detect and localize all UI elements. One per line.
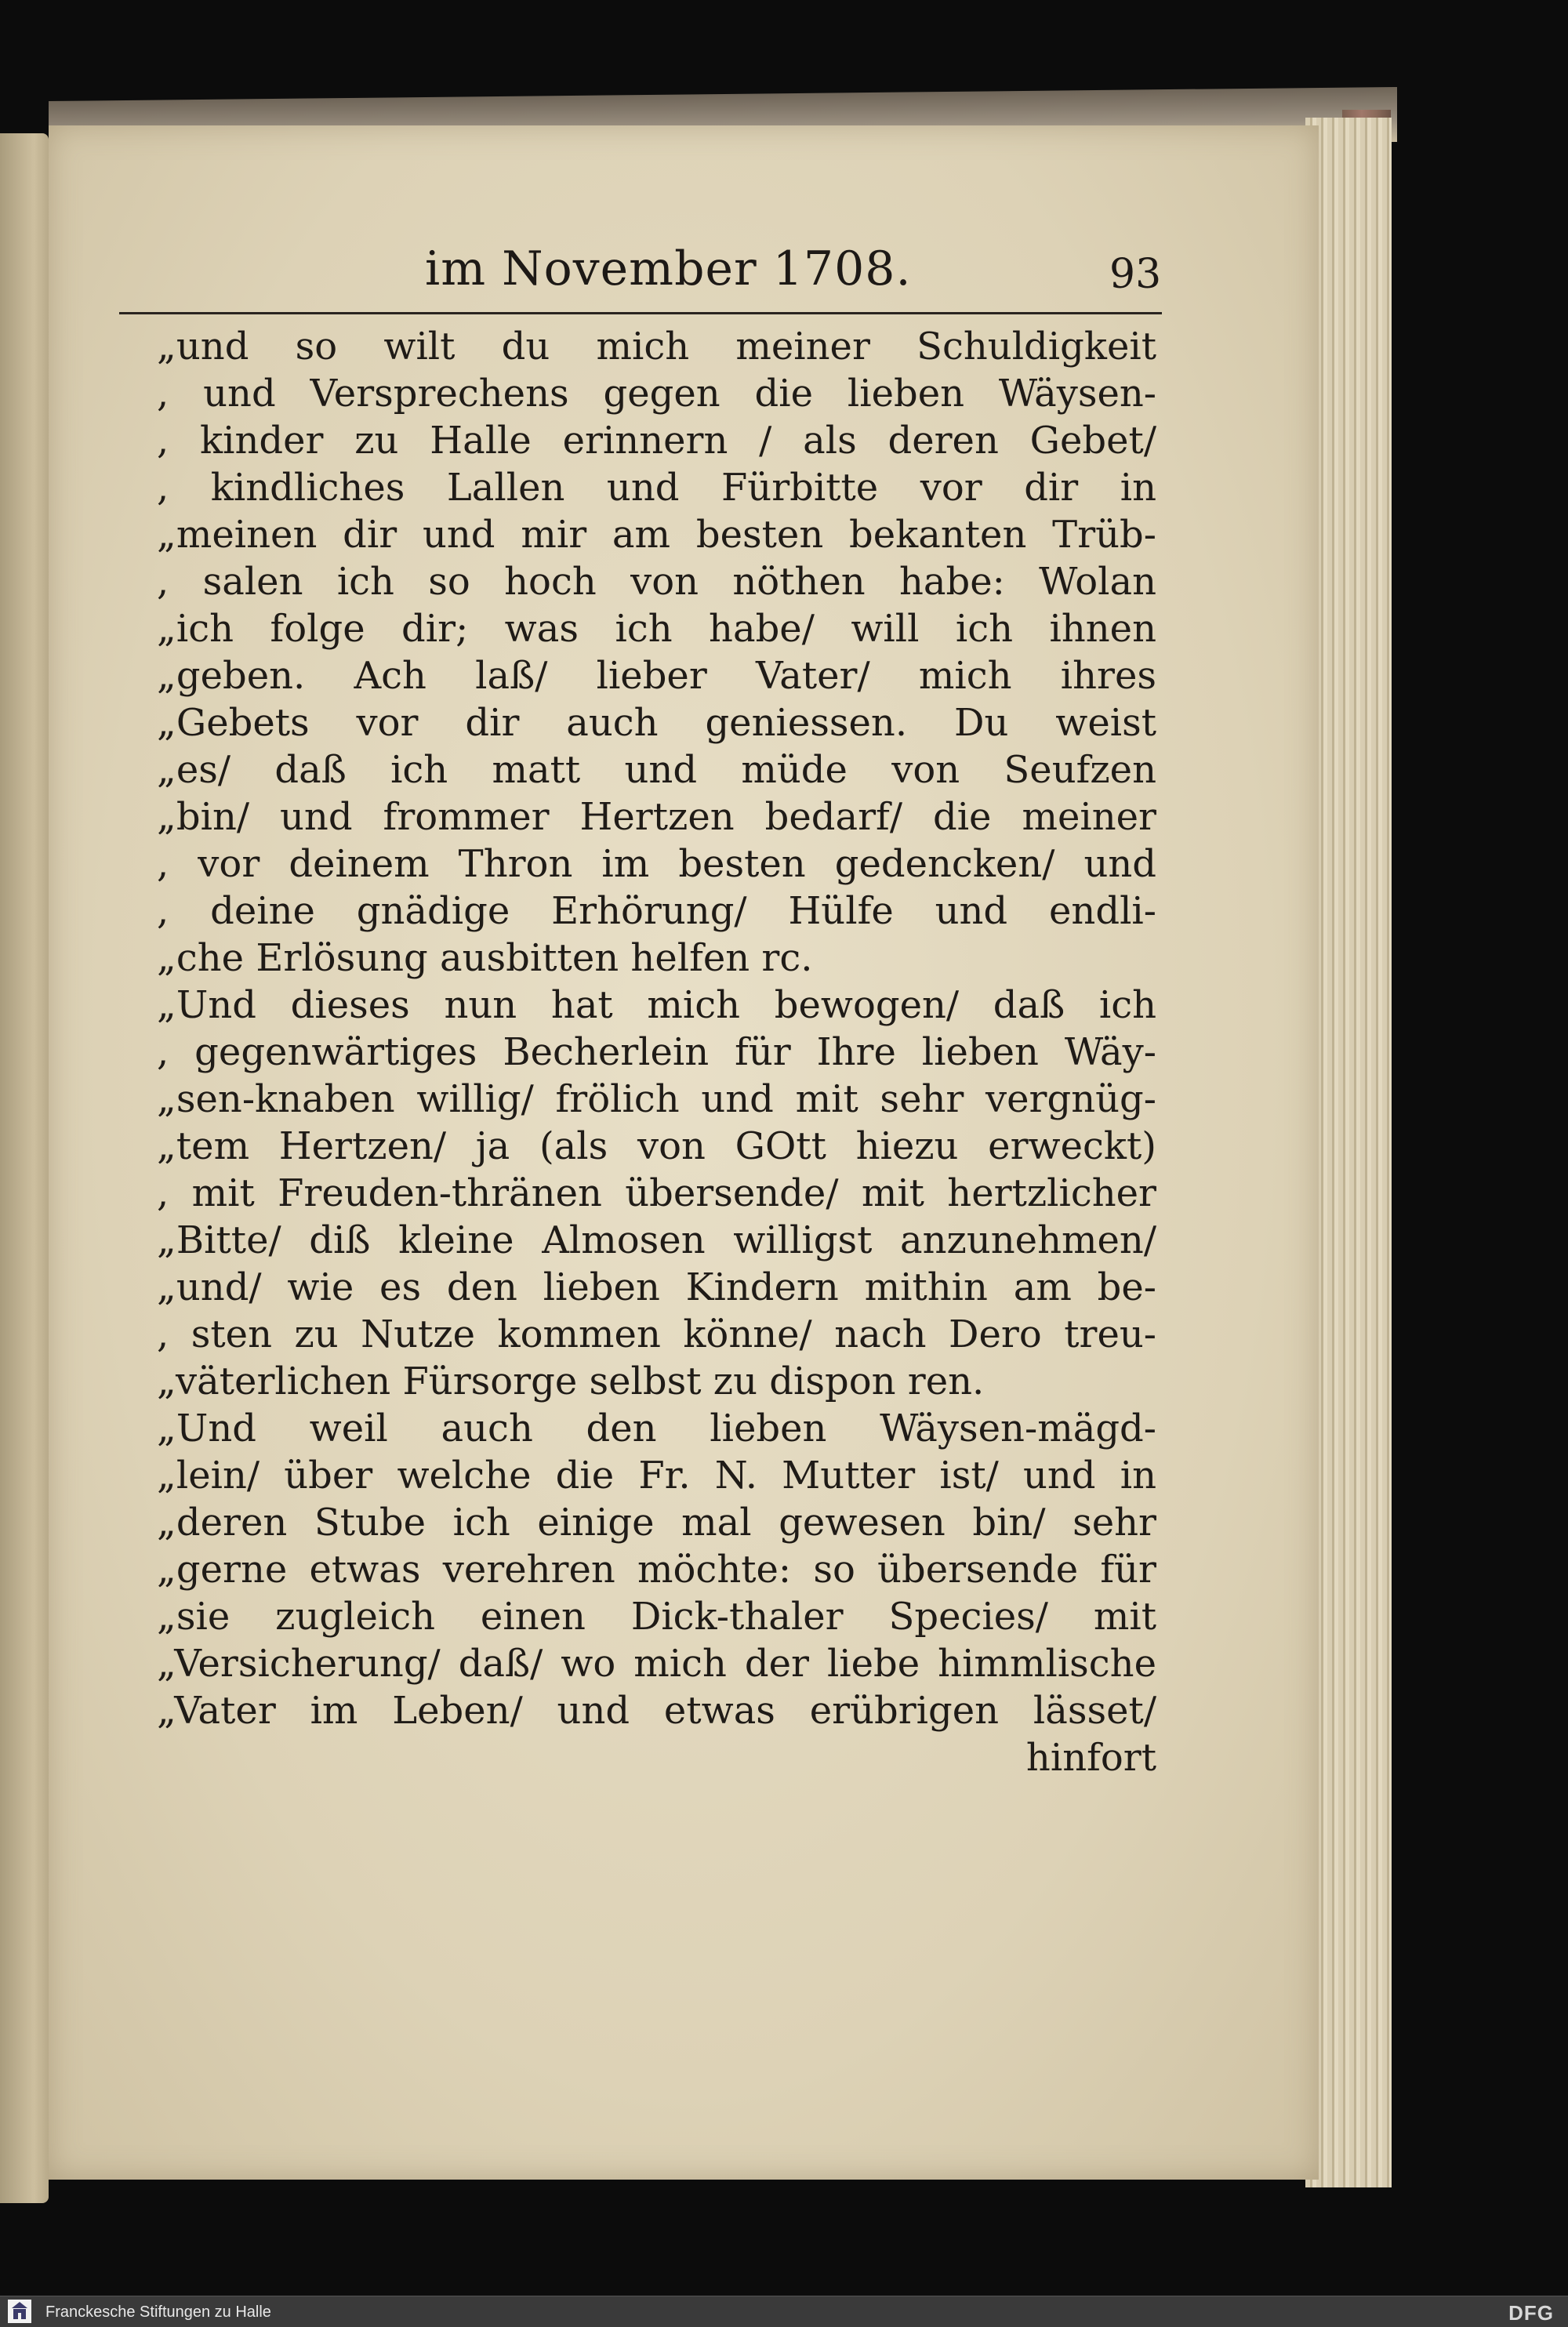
catchword: hinfort (1025, 1736, 1156, 1780)
text-line: , gegenwärtiges Becherlein für Ihre lieben Wäy- (157, 1030, 1156, 1074)
text-line: , kinder zu Halle erinnern / als deren Gebet/ (157, 419, 1156, 463)
institution-logo-icon (8, 2300, 31, 2323)
viewer-footer-bar (0, 2296, 1568, 2327)
text-line: „und so wilt du mich meiner Schuldigkeit (157, 325, 1156, 368)
text-line: , deine gnädige Erhörung/ Hülfe und endli- (157, 889, 1156, 933)
page-number: 93 (1109, 251, 1162, 298)
text-line: „Gebets vor dir auch geniessen. Du weist (157, 701, 1156, 745)
text-line: „es/ daß ich matt und müde von Seufzen (157, 748, 1156, 792)
text-line: „und/ wie es den lieben Kindern mithin am be- (157, 1265, 1156, 1309)
text-line: „Und dieses nun hat mich bewogen/ daß ich (157, 983, 1156, 1027)
text-line: , und Versprechens gegen die lieben Wäysen- (157, 372, 1156, 416)
text-line: „Und weil auch den lieben Wäysen-mägd- (157, 1407, 1156, 1450)
text-line: „sen-knaben willig/ frölich und mit sehr vergnüg- (157, 1077, 1156, 1121)
text-line: „bin/ und frommer Hertzen bedarf/ die meiner (157, 795, 1156, 839)
footer-institution-link[interactable]: Franckesche Stiftungen zu Halle (45, 2303, 271, 2321)
text-line: „che Erlösung ausbitten helfen rc. (157, 936, 813, 980)
text-line: „deren Stube ich einige mal gewesen bin/ sehr (157, 1501, 1156, 1545)
text-line: , salen ich so hoch von nöthen habe: Wolan (157, 560, 1156, 604)
text-line: , sten zu Nutze kommen könne/ nach Dero treu- (157, 1312, 1156, 1356)
text-line: „Versicherung/ daß/ wo mich der liebe himmlische (157, 1642, 1156, 1686)
text-line: „geben. Ach laß/ lieber Vater/ mich ihres (157, 654, 1156, 698)
text-line: „Vater im Leben/ und etwas erübrigen lässet/ (157, 1689, 1156, 1733)
text-line: „tem Hertzen/ ja (als von GOtt hiezu erweckt) (157, 1124, 1156, 1168)
text-line: , mit Freuden-thränen übersende/ mit hertzlicher (157, 1171, 1156, 1215)
running-header: im November 1708. (425, 241, 912, 296)
text-line: , kindliches Lallen und Fürbitte vor dir in (157, 466, 1156, 510)
text-line: „ich folge dir; was ich habe/ will ich ihnen (157, 607, 1156, 651)
text-line: „sie zugleich einen Dick-thaler Species/ mit (157, 1595, 1156, 1639)
text-line: „gerne etwas verehren möchte: so übersende für (157, 1548, 1156, 1592)
text-line: „lein/ über welche die Fr. N. Mutter ist/ und in (157, 1454, 1156, 1497)
header-rule (119, 312, 1162, 314)
facing-page-edge (0, 133, 49, 2203)
text-line: , vor deinem Thron im besten gedencken/ und (157, 842, 1156, 886)
text-line: „meinen dir und mir am besten bekanten Trüb- (157, 513, 1156, 557)
body-text (157, 323, 1156, 1781)
text-line: „väterlichen Fürsorge selbst zu dispon ren. (157, 1360, 985, 1403)
text-line: „Bitte/ diß kleine Almosen willigst anzunehmen/ (157, 1218, 1156, 1262)
dfg-logo: DFG (1508, 2301, 1554, 2325)
